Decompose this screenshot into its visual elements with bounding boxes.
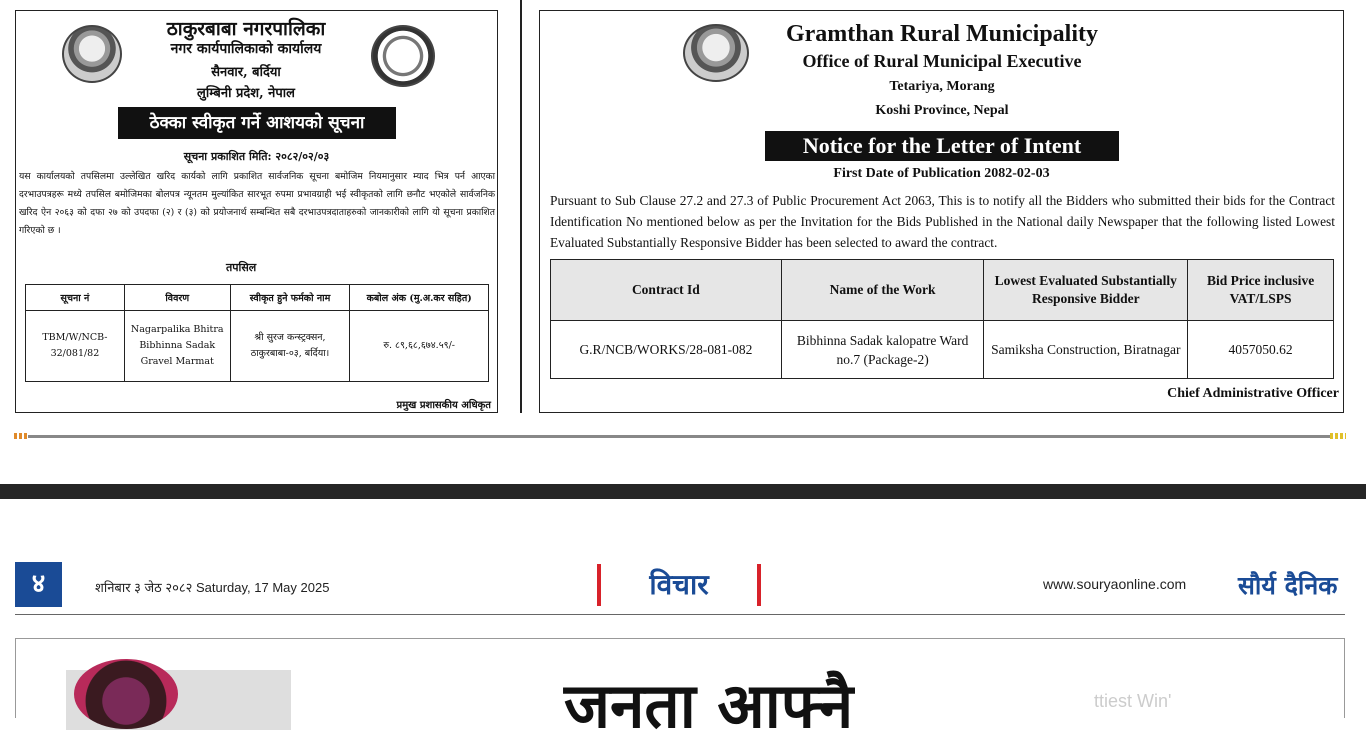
notice-publish-date: सूचना प्रकाशित मिति: २०८२/०२/०३ [183,150,330,163]
author-photo [74,659,178,729]
notice-office-name: नगर कार्यपालिकाको कार्यालय [170,41,322,57]
nepal-emblem-icon [62,25,122,83]
table-header-cell: विवरण [124,285,230,311]
website-link[interactable]: www.souryaonline.com [1043,576,1187,592]
newspaper-logo: सौर्य दैनिक [1238,571,1338,600]
article-headline: जनता आफ्नै [564,669,854,742]
notice-publish-date: First Date of Publication 2082-02-03 [833,166,1050,181]
notice-province: Koshi Province, Nepal [875,103,1009,118]
table-cell: Samiksha Construction, Biratnagar [984,321,1188,379]
header-divider [15,614,1345,615]
table-cell: Nagarpalika Bhitra Bibhinna Sadak Gravel Marmat [124,311,230,382]
table-header-cell: Bid Price inclusive VAT/LSPS [1188,260,1334,321]
notice-gramthan [539,10,1344,413]
table-row [551,321,1334,379]
notice-office-name: Office of Rural Municipal Executive [802,51,1082,71]
table-header-cell: कबोल अंक (मु.अ.कर सहित) [350,285,489,311]
notice-body: Pursuant to Sub Clause 27.2 and 27.3 of Public Procurement Act 2063, This is to notify all the Bidders who submitted their bids for the Contract Identification No mentioned below as per the Invitation for the Bids Published in the National daily Newspaper that the following listed Lowest Evaluated Substantially Responsive Bidder has been selected to award the contract. [550,193,1335,250]
notice-thakurbaba [15,10,498,413]
notice-signature: Chief Administrative Officer [1167,386,1339,401]
table-cell: 4057050.62 [1188,321,1334,379]
table-header-cell: सूचना नं [26,285,125,311]
section-divider [15,435,1345,438]
issue-date: शनिबार ३ जेठ २०८२ Saturday, 17 May 2025 [95,580,330,595]
page-number: ४ [15,562,62,607]
notice-title: Notice for the Letter of Intent [765,131,1119,161]
notice-subheading: तपसिल [226,261,257,274]
table-cell: श्री सुरज कन्स्ट्रक्सन, ठाकुरबाबा-०३, बर्दिया। [230,311,350,382]
article-box [15,638,1345,742]
table-cell: G.R/NCB/WORKS/28-081-082 [551,321,782,379]
notice-body: यस कार्यालयको तपसिलमा उल्लेखित खरिद कार्यको लागि प्रकाशित सार्वजनिक सूचना बमोजिम नियमानुसार म्याद भित्र पर्न आएका दरभाउपत्रहरू मध्ये तपसिल बमोजिमका बोलपत्र न्यूनतम मुल्यांकित सारभूत रुपमा प्रभावग्राही भई स्वीकृतको लागि छनौट भएकोले सार्वजनिक खरिद ऐन २०६३ को दफा २७ को उपदफा (२) र (३) को प्रयोजनार्थ सम्बन्धित सबै दरभाउपत्रदाताहरुको जानकारीको लागि यो सूचना प्रकाशित गरिएको छ । [19,171,495,236]
column-divider [520,0,522,413]
notice-table [550,259,1334,379]
notice-province: लुम्बिनी प्रदेश, नेपाल [197,86,295,101]
table-row [26,311,489,382]
table-header-cell: Lowest Evaluated Substantially Responsive Bidder [984,260,1188,321]
divider-ornament-left [14,433,28,439]
notice-location: Tetariya, Morang [889,79,995,94]
notice-location: सैनवार, बर्दिया [211,65,281,80]
municipality-seal-icon [371,25,435,87]
notice-title: ठेक्का स्वीकृत गर्ने आशयको सूचना [118,107,396,139]
table-header-row [551,260,1334,321]
notice-table [25,284,489,382]
table-header-cell: Contract Id [551,260,782,321]
divider-ornament-right [1330,433,1346,439]
article-ghost-text: ttiest Win' [1094,691,1172,711]
table-cell: TBM/W/NCB-32/081/82 [26,311,125,382]
notice-municipality-name: ठाकुरबाबा नगरपालिका [166,18,326,40]
table-cell: रु. ८९,६८,६७४.५९/- [350,311,489,382]
notice-municipality-name: Gramthan Rural Municipality [785,21,1098,47]
table-cell: Bibhinna Sadak kalopatre Ward no.7 (Package-2) [781,321,984,379]
section-title: विचार [597,564,761,606]
table-header-cell: Name of the Work [781,260,984,321]
table-header-row [26,285,489,311]
page-break-band [0,484,1366,499]
notice-signature: प्रमुख प्रशासकीय अधिकृत [396,400,491,411]
table-header-cell: स्वीकृत हुने फर्मको नाम [230,285,350,311]
